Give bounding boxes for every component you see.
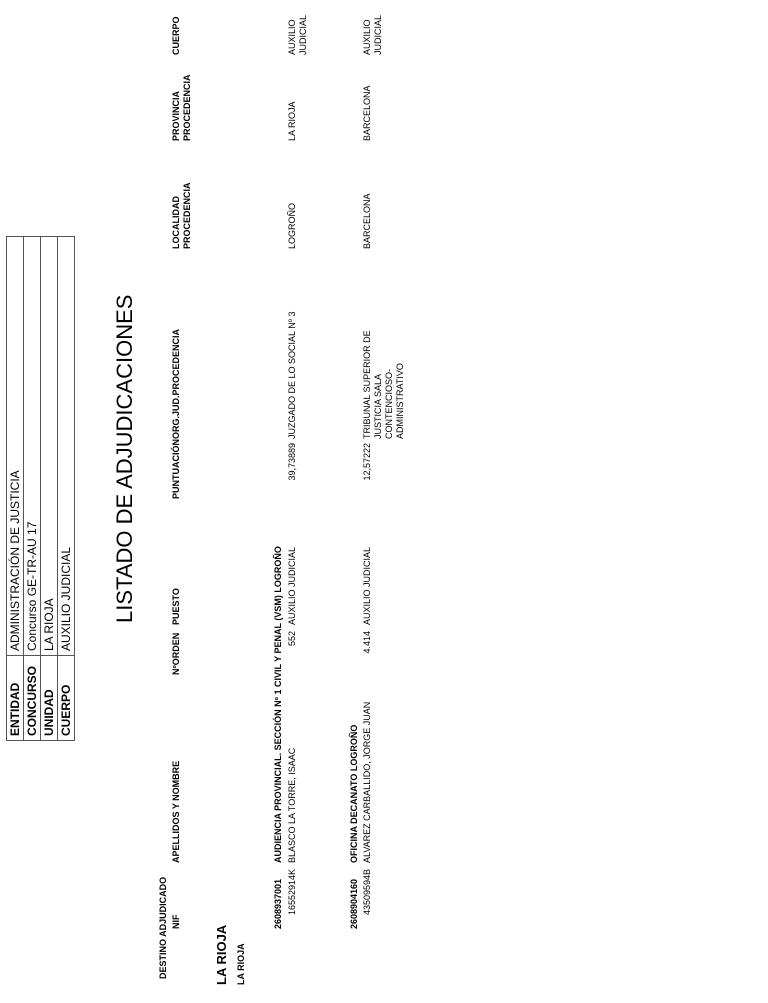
entry-cuerpo <box>362 3 384 55</box>
entry-org-line: CONTENCIOSO- <box>384 368 394 439</box>
header-value: Concurso GE-TR-AU 17 <box>24 237 41 656</box>
entry-localidad: LOGROÑO <box>287 202 297 249</box>
col-header-provincia-line: PROCEDENCIA <box>182 74 192 141</box>
entry-orden: 4.414 <box>362 631 372 654</box>
header-label: CUERPO <box>58 656 75 741</box>
entry-cuerpo-line: JUDICIAL <box>373 14 383 55</box>
province-heading: LA RIOJA <box>214 924 229 985</box>
entry-cuerpo-line: AUXILIO <box>287 19 297 55</box>
entry-cuerpo-line: AUXILIO <box>362 19 372 55</box>
col-header-localidad-line: LOCALIDAD <box>171 196 181 249</box>
col-header-provincia-line: PROVINCIA <box>171 90 181 141</box>
header-value: LA RIOJA <box>41 237 58 656</box>
header-row-unidad <box>41 237 58 741</box>
entry-cuerpo <box>287 3 309 55</box>
header-row-cuerpo <box>58 237 75 741</box>
col-header-cuerpo: CUERPO <box>171 16 181 55</box>
entry-destino: AUDIENCIA PROVINCIAL. SECCIÓN Nº 1 CIVIL Y PENAL (VSM) LOGROÑO <box>273 546 283 863</box>
col-header-apellidos: APELLIDOS Y NOMBRE <box>171 760 181 863</box>
entry-provincia: BARCELONA <box>362 85 372 141</box>
header-value: ADMINISTRACIÓN DE JUSTICIA <box>7 237 24 656</box>
entry-cuerpo-line: JUDICIAL <box>298 14 308 55</box>
entry-puntuacion: 12,57222 <box>362 443 372 481</box>
header-row-concurso <box>24 237 41 741</box>
locality-heading: LA RIOJA <box>236 943 246 985</box>
entry-puntuacion: 39,73889 <box>287 443 297 481</box>
entry-org-line: TRIBUNAL SUPERIOR DE <box>362 330 372 439</box>
col-header-org: ORG.JUD.PROCEDENCIA <box>171 328 181 439</box>
entry-code: 2608937001 <box>273 878 283 929</box>
col-header-nif: NIF <box>171 914 181 929</box>
header-label: UNIDAD <box>41 656 58 741</box>
col-header-puntuacion: PUNTUACIÓN <box>171 439 181 499</box>
header-value: AUXILIO JUDICIAL <box>58 237 75 656</box>
entry-nif: 43509594B <box>362 869 372 916</box>
col-header-provincia <box>171 74 193 141</box>
col-header-localidad <box>171 182 193 249</box>
entry-org: JUZGADO DE LO SOCIAL Nº 3 <box>287 311 297 439</box>
entry-org <box>362 259 406 439</box>
entry-org-line: JUSTICIA SALA <box>373 373 383 439</box>
page-title: LISTADO DE ADJUDICACIONES <box>112 294 137 623</box>
col-header-puesto: PUESTO <box>171 588 181 625</box>
col-header-destino: DESTINO ADJUDICADO <box>158 876 168 979</box>
entry-nombre: ALVAREZ CARBALLIDO, JORGE JUAN <box>362 701 372 863</box>
entry-destino: OFICINA DECANATO LOGROÑO <box>349 724 359 863</box>
header-info-table <box>6 236 75 741</box>
entry-code: 2608904160 <box>349 878 359 929</box>
entry-nombre: BLASCO LA TORRE, ISAAC <box>287 747 297 863</box>
header-label: CONCURSO <box>24 656 41 741</box>
entry-puesto: AUXILIO JUDICIAL <box>287 546 297 625</box>
entry-nif: 16552914K <box>287 869 297 916</box>
entry-puesto: AUXILIO JUDICIAL <box>362 546 372 625</box>
entry-org-line: ADMINISTRATIVO <box>395 363 405 439</box>
col-header-localidad-line: PROCEDENCIA <box>182 182 192 249</box>
header-row-entidad <box>7 237 24 741</box>
entry-localidad: BARCELONA <box>362 193 372 249</box>
entry-orden: 552 <box>287 631 297 647</box>
col-header-norden: NºORDEN <box>171 632 181 675</box>
header-label: ENTIDAD <box>7 656 24 741</box>
entry-provincia: LA RIOJA <box>287 101 297 141</box>
